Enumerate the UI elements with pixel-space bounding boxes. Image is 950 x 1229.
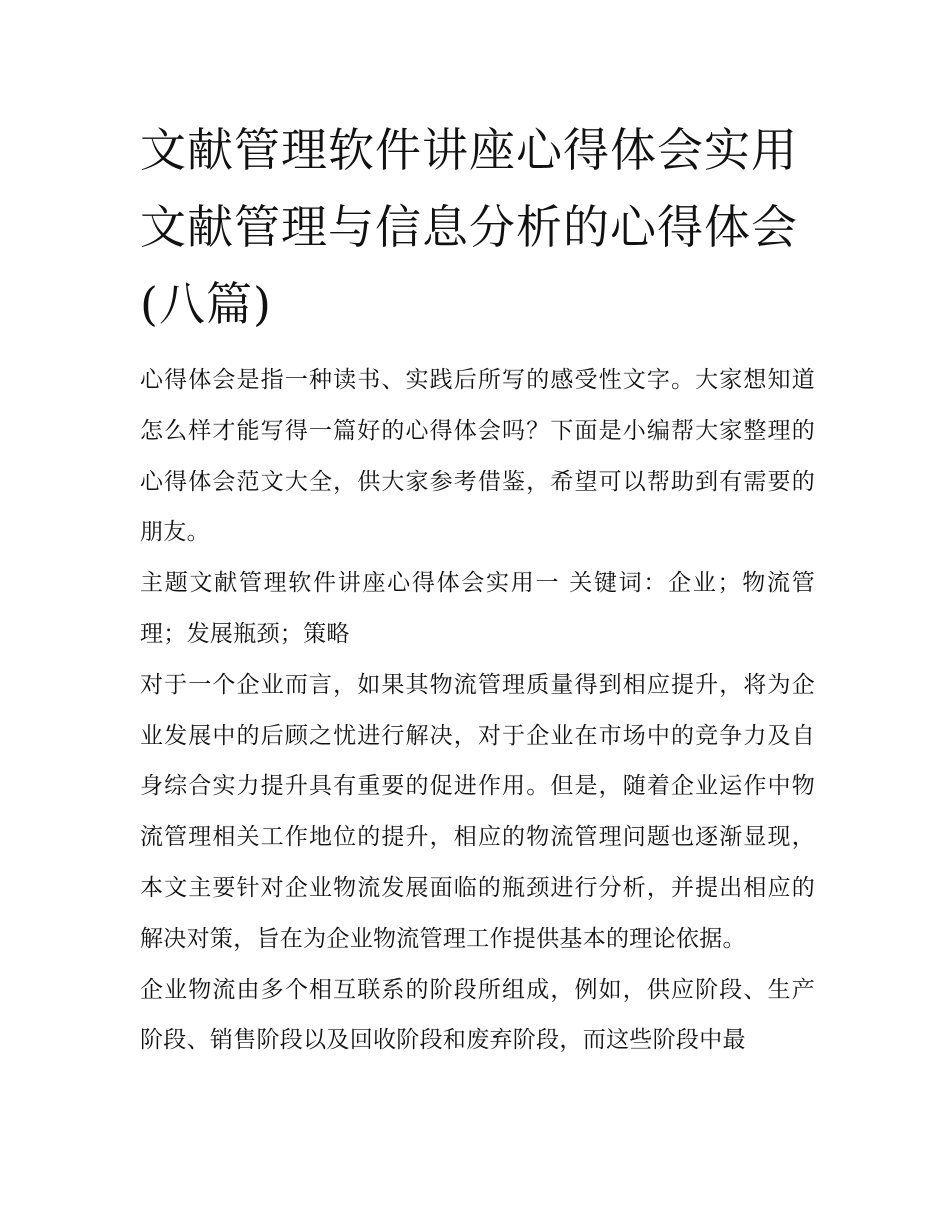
document-title: 文献管理软件讲座心得体会实用 文献管理与信息分析的心得体会(八篇) <box>140 123 798 331</box>
body-paragraph: 企业物流由多个相互联系的阶段所组成，例如，供应阶段、生产阶段、销售阶段以及回收阶段和废弃阶段，而这些阶段中最 <box>140 976 815 1054</box>
intro-paragraph: 心得体会是指一种读书、实践后所写的感受性文字。大家想知道怎么样才能写得一篇好的心得体会吗？下面是小编帮大家整理的心得体会范文大全，供大家参考借鉴，希望可以帮助到有需要的朋友。 <box>140 367 815 546</box>
keywords-paragraph: 主题文献管理软件讲座心得体会实用一 关键词：企业；物流管理；发展瓶颈；策略 <box>140 570 815 647</box>
document-body <box>140 355 815 1066</box>
body-paragraph: 对于一个企业而言，如果其物流管理质量得到相应提升，将为企业发展中的后顾之忧进行解决，对于企业在市场中的竞争力及自身综合实力提升具有重要的促进作用。但是，随着企业运作中物流管理相关工作地位的提升，相应的物流管理问题也逐渐显现，本文主要针对企业物流发展面临的瓶颈进行分析，并提出相应的解决对策，旨在为企业物流管理工作提供基本的理论依据。 <box>140 671 815 952</box>
